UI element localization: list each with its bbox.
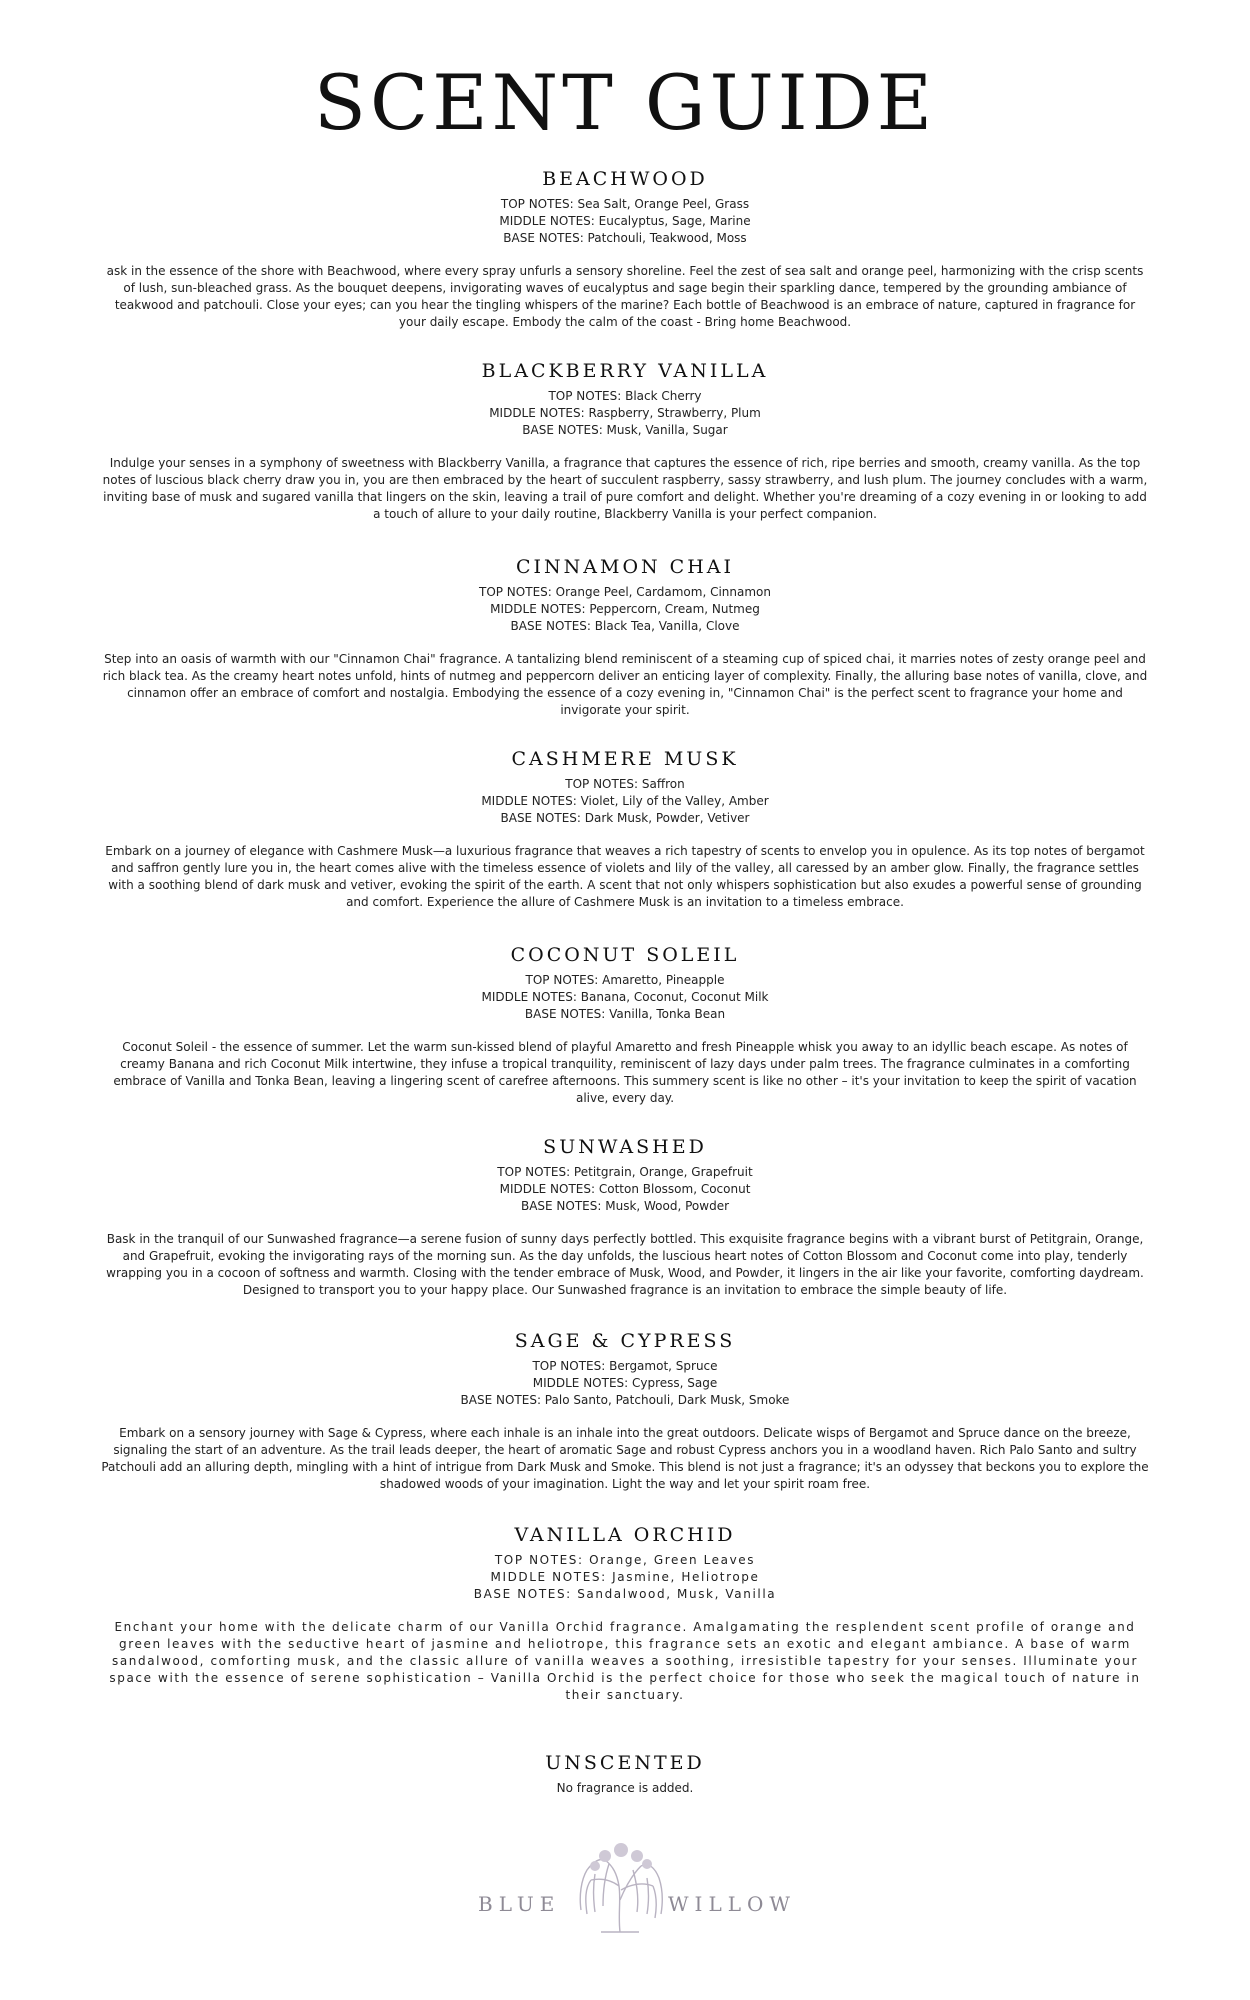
base-notes: BASE NOTES: Patchouli, Teakwood, Moss [503, 231, 747, 245]
middle-notes: MIDDLE NOTES: Violet, Lily of the Valley, Amber [481, 794, 769, 808]
scent-section-sunwashed [100, 1136, 1150, 1299]
page-title: SCENT GUIDE [313, 58, 937, 147]
base-notes: BASE NOTES: Black Tea, Vanilla, Clove [510, 619, 740, 633]
scent-name: UNSCENTED [545, 1752, 705, 1774]
scent-description: Bask in the tranquil of our Sunwashed fragrance—a serene fusion of sunny days perfectly bottled. This exquisite fragrance begins with a vibrant burst of Petitgrain, Orange, and Grapefruit, evoking the invigorating rays of the morning sun. As the day unfolds, the luscious heart notes of Cotton Blossom and Coconut come into play, tenderly wrapping you in a cocoon of softness and warmth. Closing with the tender embrace of Musk, Wood, and Powder, it lingers in the air like your favorite, comforting daydream. Designed to transport you to your happy place. Our Sunwashed fragrance is an invitation to embrace the simple beauty of life. [106, 1232, 1144, 1297]
scent-description: Embark on a sensory journey with Sage & Cypress, where each inhale is an inhale into the great outdoors. Delicate wisps of Bergamot and Spruce dance on the breeze, signaling the start of an adventure. As the trail leads deeper, the heart of aromatic Sage and robust Cypress anchors you in a woodland haven. Rich Palo Santo and sultry Patchouli add an alluring depth, mingling with a hint of intrigue from Dark Musk and Smoke. This blend is not just a fragrance; it's an odyssey that beckons you to explore the shadowed woods of your imagination. Light the way and let your spirit roam free. [101, 1426, 1149, 1491]
base-notes: BASE NOTES: Sandalwood, Musk, Vanilla [473, 1587, 777, 1601]
middle-notes: MIDDLE NOTES: Raspberry, Strawberry, Plum [489, 406, 761, 420]
middle-notes: MIDDLE NOTES: Jasmine, Heliotrope [490, 1570, 760, 1584]
middle-notes: MIDDLE NOTES: Peppercorn, Cream, Nutmeg [490, 602, 760, 616]
blue-willow-logo [0, 1840, 1250, 1940]
scent-section-sage-cypress [100, 1330, 1150, 1493]
top-notes: TOP NOTES: Bergamot, Spruce [532, 1359, 718, 1373]
top-notes: TOP NOTES: Petitgrain, Orange, Grapefruit [497, 1165, 753, 1179]
base-notes: BASE NOTES: Vanilla, Tonka Bean [524, 1007, 726, 1021]
middle-notes: MIDDLE NOTES: Cypress, Sage [532, 1376, 718, 1390]
unscented-text: No fragrance is added. [556, 1781, 694, 1795]
middle-notes: MIDDLE NOTES: Banana, Coconut, Coconut Milk [481, 990, 769, 1004]
scent-section-blackberry-vanilla [100, 360, 1150, 523]
scent-description: Embark on a journey of elegance with Cashmere Musk—a luxurious fragrance that weaves a rich tapestry of scents to envelop you in opulence. As its top notes of bergamot and saffron gently lure you in, the heart comes alive with the timeless essence of violets and lily of the valley, all caressed by an amber glow. Finally, the fragrance settles with a soothing blend of dark musk and vetiver, evoking the spirit of the earth. A scent that not only whispers sophistication but also exudes a powerful sense of grounding and comfort. Experience the allure of Cashmere Musk is an invitation to a timeless embrace. [105, 844, 1145, 909]
scent-name: SUNWASHED [543, 1136, 707, 1158]
scent-description: Enchant your home with the delicate charm of our Vanilla Orchid fragrance. Amalgamating the resplendent scent profile of orange and green leaves with the seductive heart of jasmine and heliotrope, this fragrance sets an exotic and elegant ambiance. A base of warm sandalwood, comforting musk, and the classic allure of vanilla weaves a soothing, irresistible tapestry for your senses. Illuminate your space with the essence of serene sophistication – Vanilla Orchid is the perfect choice for those who seek the magical touch of nature in their sanctuary. [109, 1620, 1141, 1702]
top-notes: TOP NOTES: Orange Peel, Cardamom, Cinnamon [478, 585, 771, 599]
middle-notes: MIDDLE NOTES: Eucalyptus, Sage, Marine [499, 214, 751, 228]
willow-tree-icon [565, 1840, 675, 1936]
base-notes: BASE NOTES: Musk, Vanilla, Sugar [522, 423, 728, 437]
scent-description: Indulge your senses in a symphony of sweetness with Blackberry Vanilla, a fragrance that captures the essence of rich, ripe berries and smooth, creamy vanilla. As the top notes of luscious black cherry draw you in, you are then embraced by the heart of succulent raspberry, sassy strawberry, and lush plum. The journey concludes with a warm, inviting base of musk and sugared vanilla that lingers on the skin, leaving a trail of pure comfort and delight. Whether you're dreaming of a cozy evening in or looking to add a touch of allure to your daily routine, Blackberry Vanilla is your perfect companion. [102, 456, 1148, 521]
scent-name: BLACKBERRY VANILLA [481, 360, 769, 382]
scent-name: CASHMERE MUSK [511, 748, 739, 770]
scent-name: SAGE & CYPRESS [514, 1330, 736, 1352]
scent-section-vanilla-orchid [100, 1524, 1150, 1704]
top-notes: TOP NOTES: Sea Salt, Orange Peel, Grass [500, 197, 750, 211]
scent-section-cashmere-musk [100, 748, 1150, 911]
top-notes: TOP NOTES: Amaretto, Pineapple [525, 973, 725, 987]
scent-section-unscented [100, 1752, 1150, 1797]
base-notes: BASE NOTES: Dark Musk, Powder, Vetiver [500, 811, 750, 825]
scent-description: ask in the essence of the shore with Beachwood, where every spray unfurls a sensory shoreline. Feel the zest of sea salt and orange peel, harmonizing with the crisp scents of lush, sun-bleached grass. As the bouquet deepens, invigorating waves of eucalyptus and sage begin their sparkling dance, tempered by the grounding ambiance of teakwood and patchouli. Close your eyes; can you hear the tingling whispers of the marine? Each bottle of Beachwood is an embrace of nature, captured in fragrance for your daily escape. Embody the calm of the coast - Bring home Beachwood. [106, 264, 1144, 329]
top-notes: TOP NOTES: Black Cherry [548, 389, 702, 403]
base-notes: BASE NOTES: Palo Santo, Patchouli, Dark Musk, Smoke [460, 1393, 790, 1407]
base-notes: BASE NOTES: Musk, Wood, Powder [520, 1199, 730, 1213]
logo-word-blue: BLUE [478, 1892, 561, 1916]
scent-name: VANILLA ORCHID [514, 1524, 736, 1546]
middle-notes: MIDDLE NOTES: Cotton Blossom, Coconut [499, 1182, 751, 1196]
top-notes: TOP NOTES: Orange, Green Leaves [494, 1553, 756, 1567]
scent-description: Coconut Soleil - the essence of summer. Let the warm sun-kissed blend of playful Amaretto and fresh Pineapple whisk you away to an idyllic beach escape. As notes of creamy Banana and rich Coconut Milk intertwine, they infuse a tropical tranquility, reminiscent of lazy days under palm trees. The fragrance culminates in a comforting embrace of Vanilla and Tonka Bean, leaving a lingering scent of carefree afternoons. This summery scent is like no other – it's your invitation to keep the spirit of vacation alive, every day. [113, 1040, 1137, 1105]
scent-name: BEACHWOOD [542, 168, 708, 190]
scent-section-beachwood [100, 168, 1150, 331]
logo-word-willow: WILLOW [668, 1892, 796, 1916]
scent-description: Step into an oasis of warmth with our "Cinnamon Chai" fragrance. A tantalizing blend reminiscent of a steaming cup of spiced chai, it marries notes of zesty orange peel and rich black tea. As the creamy heart notes unfold, hints of nutmeg and peppercorn deliver an enticing layer of complexity. Finally, the alluring base notes of vanilla, clove, and cinnamon offer an embrace of comfort and nostalgia. Embodying the essence of a cozy evening in, "Cinnamon Chai" is the perfect scent to fragrance your home and invigorate your spirit. [102, 652, 1148, 717]
scent-name: COCONUT SOLEIL [510, 944, 740, 966]
scent-section-coconut-soleil [100, 944, 1150, 1107]
top-notes: TOP NOTES: Saffron [565, 777, 685, 791]
scent-section-cinnamon-chai [100, 556, 1150, 719]
scent-name: CINNAMON CHAI [515, 556, 735, 578]
